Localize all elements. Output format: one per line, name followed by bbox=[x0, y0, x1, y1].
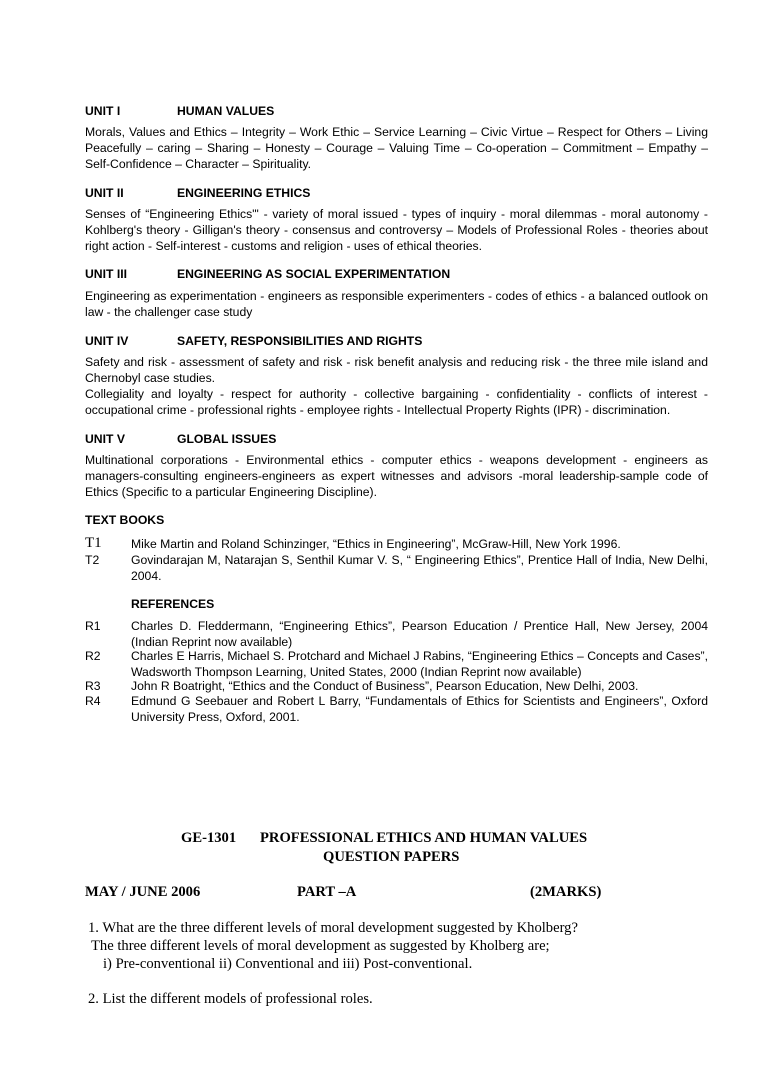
unit-paragraph: Morals, Values and Ethics – Integrity – Work Ethic – Service Learning – Civic Virtue – Respect for Others – Living Peacefully – caring – Sharing – Honesty – Courage – Valuing Time – Co-operation – Commitment – Empathy – Self-Confidence – Character – Spirituality. bbox=[85, 125, 708, 171]
reference-entry bbox=[85, 648, 708, 680]
unit-title: ENGINEERING ETHICS bbox=[177, 186, 311, 200]
reference-text: Charles E Harris, Michael S. Protchard and Michael J Rabins, “Engineering Ethics – Concepts and Cases”, Wadsworth Thompson Learning, United States, 2000 (Indian Reprint now available) bbox=[131, 649, 708, 679]
reference-text: John R Boatright, “Ethics and the Conduct of Business”, Pearson Education, New Delhi, 2003. bbox=[131, 679, 639, 693]
text-book-entry bbox=[85, 552, 708, 584]
text-book-text: Mike Martin and Roland Schinzinger, “Ethics in Engineering”, McGraw-Hill, New York 1996. bbox=[131, 537, 621, 551]
unit-title: HUMAN VALUES bbox=[177, 104, 275, 118]
question-2: 2. List the different models of professional roles. bbox=[88, 991, 373, 1007]
unit-paragraph: Safety and risk - assessment of safety and risk - risk benefit analysis and reducing risk - the three mile island and Chernobyl case studies. bbox=[85, 355, 708, 385]
unit-paragraph: Senses of “Engineering Ethics"' - variety of moral issued - types of inquiry - moral dilemmas - moral autonomy - Kohlberg's theory - Gilligan's theory - consensus and controversy – Models of Professional Roles - theories about right action - Self-interest - customs and religion - uses of ethical theories. bbox=[85, 207, 708, 253]
unit-content bbox=[85, 124, 708, 172]
exam-marks: (2MARKS) bbox=[530, 884, 602, 900]
unit-paragraph: Engineering as experimentation - engineers as responsible experimenters - codes of ethics - a balanced outlook on law - the challenger case study bbox=[85, 289, 708, 319]
unit-content bbox=[85, 206, 708, 254]
text-book-code: T2 bbox=[85, 553, 100, 567]
reference-text: Charles D. Fleddermann, “Engineering Ethics”, Pearson Education / Prentice Hall, New Jersey, 2004 (Indian Reprint now available) bbox=[131, 619, 708, 649]
unit-label: UNIT IV bbox=[85, 334, 129, 348]
text-books-heading: TEXT BOOKS bbox=[85, 513, 165, 527]
unit-label: UNIT II bbox=[85, 186, 124, 200]
question-1: 1. What are the three different levels of moral development suggested by Kholberg? bbox=[88, 920, 578, 936]
unit-heading bbox=[85, 103, 274, 119]
reference-entry bbox=[85, 618, 708, 650]
unit-title: SAFETY, RESPONSIBILITIES AND RIGHTS bbox=[177, 334, 423, 348]
exam-session: MAY / JUNE 2006 bbox=[85, 884, 201, 900]
exam-part: PART –A bbox=[297, 884, 357, 900]
reference-code: R2 bbox=[85, 649, 101, 663]
reference-code: R3 bbox=[85, 679, 101, 693]
unit-heading bbox=[85, 185, 310, 201]
unit-label: UNIT V bbox=[85, 432, 125, 446]
reference-code: R4 bbox=[85, 694, 101, 708]
text-book-code: T1 bbox=[85, 535, 102, 551]
reference-entry bbox=[85, 678, 708, 694]
unit-content bbox=[85, 288, 708, 320]
reference-text: Edmund G Seebauer and Robert L Barry, “Fundamentals of Ethics for Scientists and Engineers”, Oxford University Press, Oxford, 2001. bbox=[131, 694, 708, 724]
unit-paragraph: Collegiality and loyalty - respect for authority - collective bargaining - confidentiality - conflicts of interest - occupational crime - professional rights - employee rights - Intellectual Property Rights (IPR) - discrimination. bbox=[85, 387, 708, 417]
references-heading: REFERENCES bbox=[131, 597, 215, 611]
unit-content bbox=[85, 354, 708, 418]
unit-title: GLOBAL ISSUES bbox=[177, 432, 277, 446]
unit-heading bbox=[85, 266, 450, 282]
unit-heading bbox=[85, 431, 276, 447]
text-book-text: Govindarajan M, Natarajan S, Senthil Kumar V. S, “ Engineering Ethics”, Prentice Hall of India, New Delhi, 2004. bbox=[131, 553, 708, 583]
unit-heading bbox=[85, 333, 422, 349]
course-code: GE-1301 bbox=[181, 830, 237, 846]
text-book-entry bbox=[85, 536, 708, 552]
unit-label: UNIT III bbox=[85, 267, 127, 281]
unit-label: UNIT I bbox=[85, 104, 121, 118]
course-title: PROFESSIONAL ETHICS AND HUMAN VALUES bbox=[260, 830, 588, 846]
unit-title: ENGINEERING AS SOCIAL EXPERIMENTATION bbox=[177, 267, 451, 281]
answer-1-line: i) Pre-conventional ii) Conventional and iii) Post-conventional. bbox=[103, 956, 473, 972]
question-papers-title: QUESTION PAPERS bbox=[323, 849, 460, 865]
answer-1-line: The three different levels of moral development as suggested by Kholberg are; bbox=[91, 938, 550, 954]
reference-entry bbox=[85, 693, 708, 725]
unit-content bbox=[85, 452, 708, 500]
unit-paragraph: Multinational corporations - Environmental ethics - computer ethics - weapons development - engineers as managers-consulting engineers-engineers as expert witnesses and advisors -moral leadership-sample code of Ethics (Specific to a particular Engineering Discipline). bbox=[85, 453, 708, 499]
reference-code: R1 bbox=[85, 619, 101, 633]
